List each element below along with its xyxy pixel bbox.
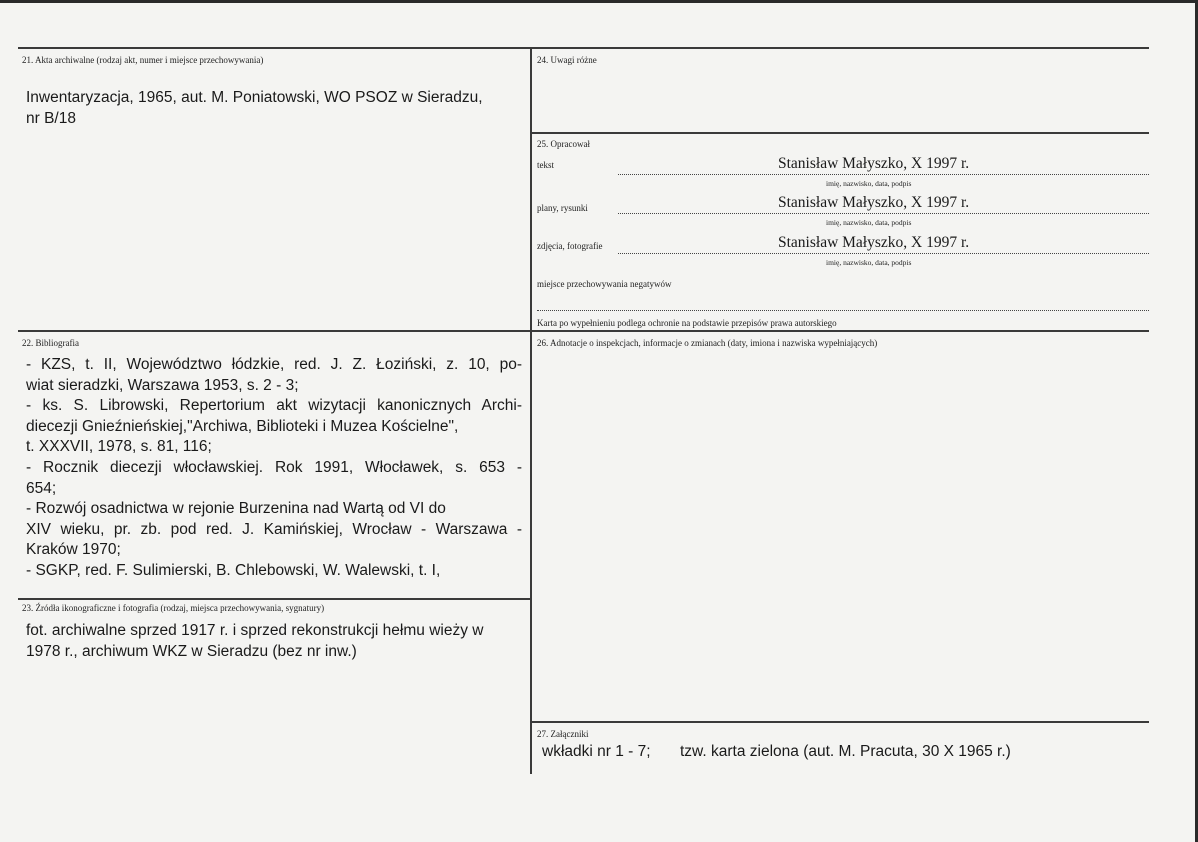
author-row-caption: imię, nazwisko, data, podpis — [826, 258, 912, 267]
text-line: fot. archiwalne sprzed 1917 r. i sprzed rekonstrukcji hełmu wieży w — [26, 622, 484, 639]
attachment-item: wkładki nr 1 - 7; — [542, 743, 651, 760]
section-23-label: 23. Źródła ikonograficzne i fotografia (rodzaj, miejsca przechowywania, sygnatury) — [22, 603, 325, 613]
rule-22-23 — [18, 598, 531, 600]
text-line: - KZS, t. II, Województwo łódzkie, red. J. Z. Łoziński, z. 10, po- — [26, 356, 522, 373]
section-22-label: 22. Bibliografia — [22, 338, 79, 348]
section-21-text — [26, 88, 526, 129]
text-line: Inwentaryzacja, 1965, aut. M. Poniatowski, WO PSOZ w Sieradzu, — [26, 89, 483, 106]
section-22-text — [26, 355, 522, 582]
author-row-line — [618, 253, 1149, 254]
rule-21-22 — [18, 330, 1149, 332]
text-line: Kraków 1970; — [26, 541, 121, 559]
rule-24-25 — [532, 132, 1149, 134]
text-line: nr B/18 — [26, 109, 76, 127]
author-row-line — [618, 213, 1149, 214]
section-24-label: 24. Uwagi różne — [537, 55, 597, 65]
section-23-text — [26, 621, 526, 662]
author-row-label: plany, rysunki — [537, 203, 588, 213]
text-line: wiat sieradzki, Warszawa 1953, s. 2 - 3; — [26, 376, 299, 394]
attachment-item: tzw. karta zielona (aut. M. Pracuta, 30 X 1965 r.) — [680, 743, 1011, 760]
author-row-value: Stanisław Małyszko, X 1997 r. — [778, 234, 970, 251]
negatives-label: miejsce przechowywania negatywów — [537, 279, 672, 289]
text-line: diecezji Gnieźnieńskiej,"Archiwa, Biblioteki i Muzea Kościelne", — [26, 417, 459, 435]
text-line: - Rocznik diecezji włocławskiej. Rok 1991, Włocławek, s. 653 - — [26, 458, 522, 476]
text-line: 654; — [26, 479, 57, 497]
author-row-label: zdjęcia, fotografie — [537, 241, 603, 251]
section-27-label: 27. Załączniki — [537, 729, 589, 739]
author-row-caption: imię, nazwisko, data, podpis — [826, 218, 912, 227]
text-line: 1978 r., archiwum WKZ w Sieradzu (bez nr inw.) — [26, 642, 357, 660]
author-row-caption: imię, nazwisko, data, podpis — [826, 179, 912, 188]
negatives-line — [537, 310, 1149, 311]
section-25-label: 25. Opracował — [537, 139, 590, 149]
author-row-value: Stanisław Małyszko, X 1997 r. — [778, 194, 970, 211]
author-row-line — [618, 174, 1149, 175]
rule-26-27 — [532, 721, 1149, 723]
text-line: t. XXXVII, 1978, s. 81, 116; — [26, 438, 212, 456]
copyright-note: Karta po wypełnieniu podlega ochronie na podstawie przepisów prawa autorskiego — [537, 318, 837, 328]
text-line: XIV wieku, pr. zb. pod red. J. Kamińskiej, Wrocław - Warszawa - — [26, 520, 522, 538]
text-line: - SGKP, red. F. Sulimierski, B. Chlebowski, W. Walewski, t. I, — [26, 561, 441, 579]
top-rule — [18, 47, 1149, 49]
section-26-label: 26. Adnotacje o inspekcjach, informacje o zmianach (daty, imiona i nazwiska wypełniających) — [537, 338, 878, 348]
author-row-value: Stanisław Małyszko, X 1997 r. — [778, 155, 970, 172]
text-line: - Rozwój osadnictwa w rejonie Burzenina nad Wartą od VI do — [26, 500, 446, 518]
text-line: - ks. S. Librowski, Repertorium akt wizytacji kanonicznych Archi- — [26, 397, 522, 415]
author-row-label: tekst — [537, 160, 554, 170]
page-top-edge — [0, 0, 1198, 3]
center-divider — [530, 47, 532, 774]
section-21-label: 21. Akta archiwalne (rodzaj akt, numer i miejsce przechowywania) — [22, 55, 264, 65]
